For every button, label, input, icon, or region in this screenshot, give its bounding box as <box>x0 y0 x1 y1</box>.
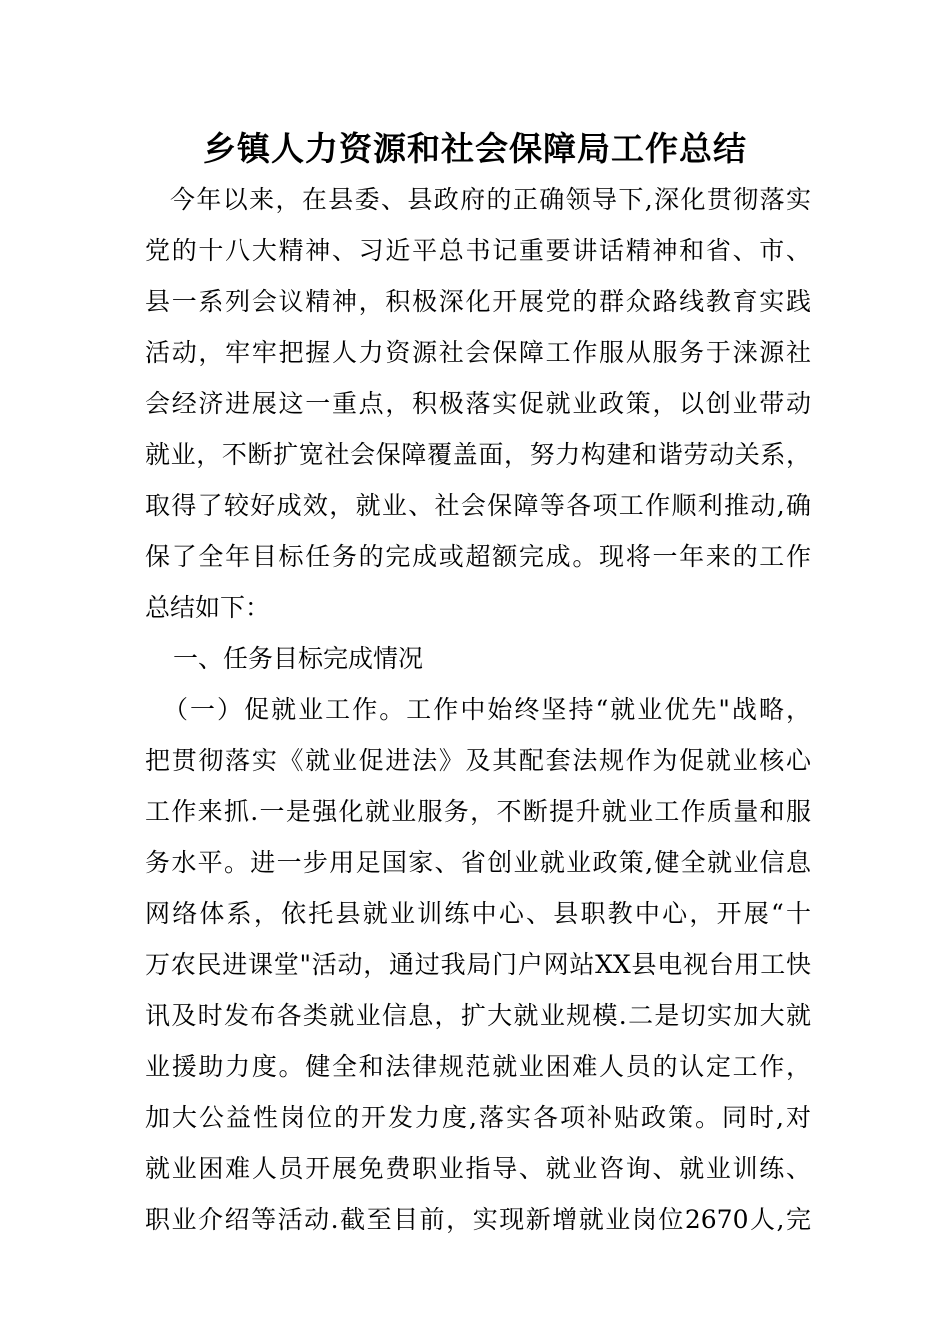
section-heading: 一、任务目标完成情况 <box>173 644 424 673</box>
paragraph-line: 就业困难人员开展免费职业指导、就业咨询、就业训练、 <box>145 1154 811 1183</box>
paragraph-line: 保了全年目标任务的完成或超额完成。现将一年来的工作 <box>145 542 811 571</box>
paragraph-line: 把贯彻落实《就业促进法》及其配套法规作为促就业核心 <box>145 746 811 775</box>
document-body <box>145 174 811 1245</box>
paragraph-line: 万农民进课堂"活动，通过我局门户网站XX县电视台用工快 <box>145 950 811 979</box>
paragraph-line: 今年以来，在县委、县政府的正确领导下,深化贯彻落实 <box>170 185 811 214</box>
paragraph-line: （一）促就业工作。工作中始终坚持“就业优先"战略， <box>163 695 811 724</box>
document-title: 乡镇人力资源和社会保障局工作总结 <box>203 129 747 168</box>
paragraph-line: 就业，不断扩宽社会保障覆盖面，努力构建和谐劳动关系， <box>145 440 811 469</box>
paragraph-line: 务水平。进一步用足国家、省创业就业政策,健全就业信息 <box>145 848 811 877</box>
paragraph-line: 业援助力度。健全和法律规范就业困难人员的认定工作， <box>145 1052 811 1081</box>
paragraph-line: 活动，牢牢把握人力资源社会保障工作服从服务于涞源社 <box>145 338 811 367</box>
paragraph-line: 县一系列会议精神，积极深化开展党的群众路线教育实践 <box>145 287 811 316</box>
paragraph-line: 会经济进展这一重点，积极落实促就业政策，以创业带动 <box>145 389 811 418</box>
paragraph-line: 党的十八大精神、习近平总书记重要讲话精神和省、市、 <box>145 236 811 265</box>
paragraph-line: 职业介绍等活动.截至目前，实现新增就业岗位2670人,完 <box>145 1205 811 1234</box>
paragraph-line: 加大公益性岗位的开发力度,落实各项补贴政策。同时,对 <box>145 1103 811 1132</box>
paragraph-line: 工作来抓.一是强化就业服务，不断提升就业工作质量和服 <box>145 797 811 826</box>
paragraph-line: 取得了较好成效，就业、社会保障等各项工作顺利推动,确 <box>145 491 811 520</box>
paragraph-line: 讯及时发布各类就业信息，扩大就业规模.二是切实加大就 <box>145 1001 811 1030</box>
paragraph-line: 网络体系，依托县就业训练中心、县职教中心，开展“十 <box>145 899 811 928</box>
paragraph-line: 总结如下： <box>145 593 271 622</box>
